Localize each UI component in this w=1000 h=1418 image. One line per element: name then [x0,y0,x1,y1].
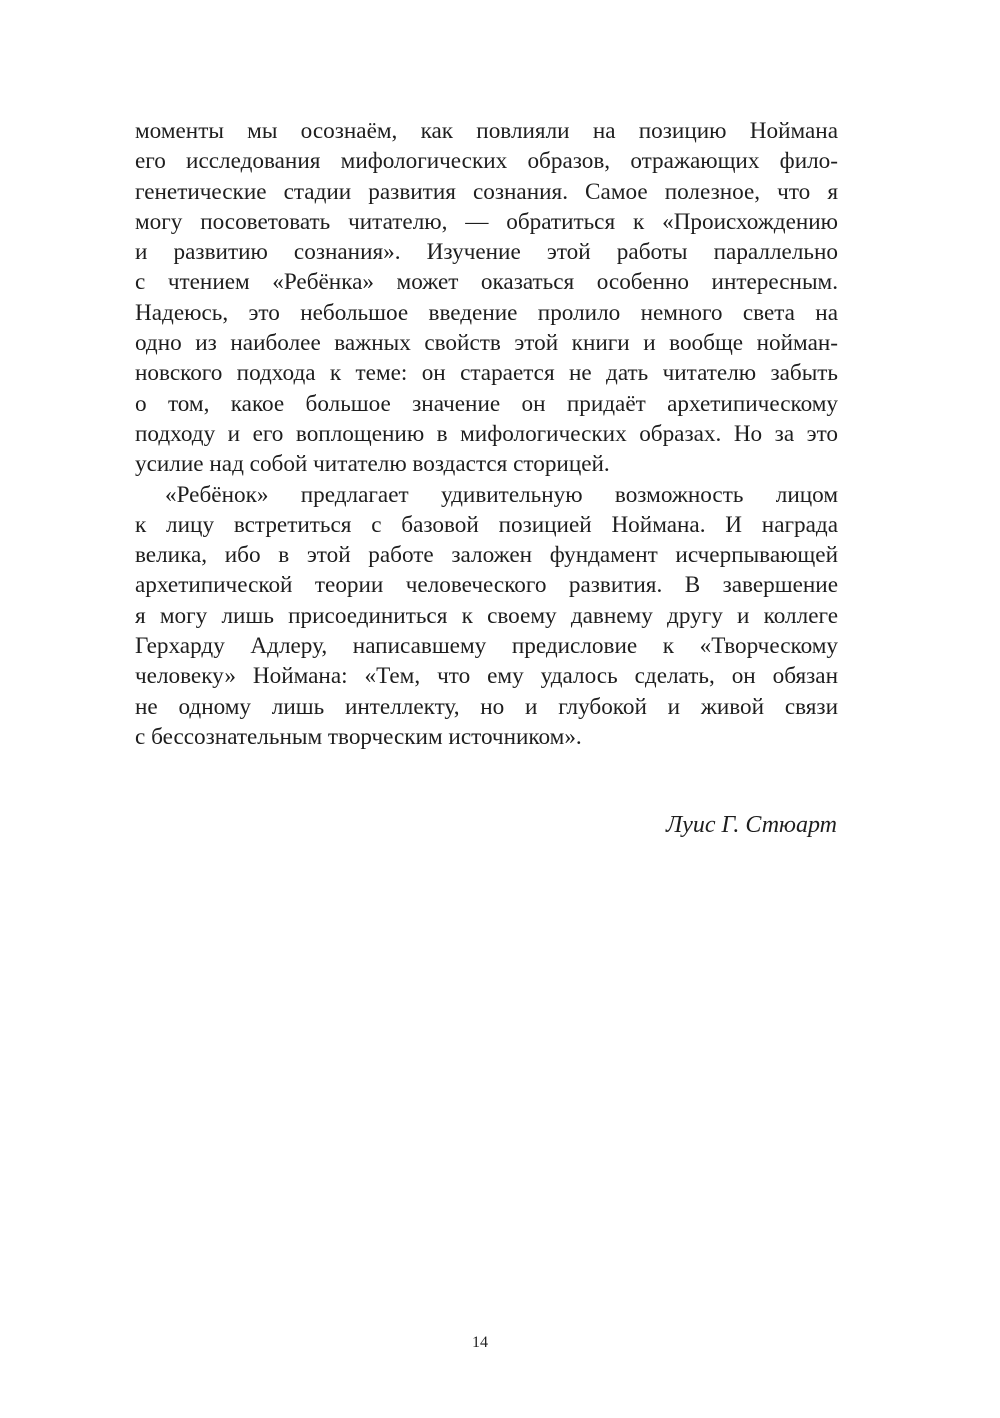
paragraph-1 [135,116,838,480]
text-line: не одному лишь интеллекту, но и глубокой и живой связи [135,693,838,720]
text-line: новского подхода к теме: он старается не дать читателю забыть [135,360,838,387]
text-line: усилие над собой читателю воздастся сторицей. [135,451,610,478]
text-line: могу посоветовать читателю, — обратиться к «Происхождению [135,208,838,235]
text-line: генетические стадии развития сознания. Самое полезное, что я [135,178,838,205]
paragraph-2 [135,480,838,753]
text-line: о том, какое большое значение он придаёт архетипическому [135,390,838,417]
text-line: к лицу встретиться с базовой позицией Ноймана. И награда [135,511,838,538]
text-line: Надеюсь, это небольшое введение пролило немного света на [135,299,838,326]
text-line: велика, ибо в этой работе заложен фундамент исчерпывающей [135,542,838,569]
text-line: архетипической теории человеческого развития. В завершение [135,572,838,599]
text-line: с чтением «Ребёнка» может оказаться особенно интересным. [135,269,838,296]
text-line: моменты мы осознаём, как повлияли на позицию Ноймана [135,118,838,144]
body-text [135,116,838,752]
text-line: человеку» Ноймана: «Тем, что ему удалось сделать, он обязан [135,663,838,690]
text-line: я могу лишь присоединиться к своему давнему другу и коллеге [135,602,838,629]
text-line: «Ребёнок» предлагает удивительную возможность лицом [165,481,838,508]
text-line: Герхарду Адлеру, написавшему предисловие к «Творческому [135,633,838,660]
text-line: с бессознательным творческим источником». [135,723,582,750]
page-number: 14 [472,1334,488,1351]
text-line: подходу и его воплощению в мифологических образах. Но за это [135,420,838,447]
text-line: и развитию сознания». Изучение этой работы параллельно [135,239,838,266]
text-line: его исследования мифологических образов, отражающих фило- [135,148,838,175]
author-signature: Луис Г. Стюарт [665,812,837,838]
text-line: одно из наиболее важных свойств этой книги и вообще нойман- [135,330,838,357]
